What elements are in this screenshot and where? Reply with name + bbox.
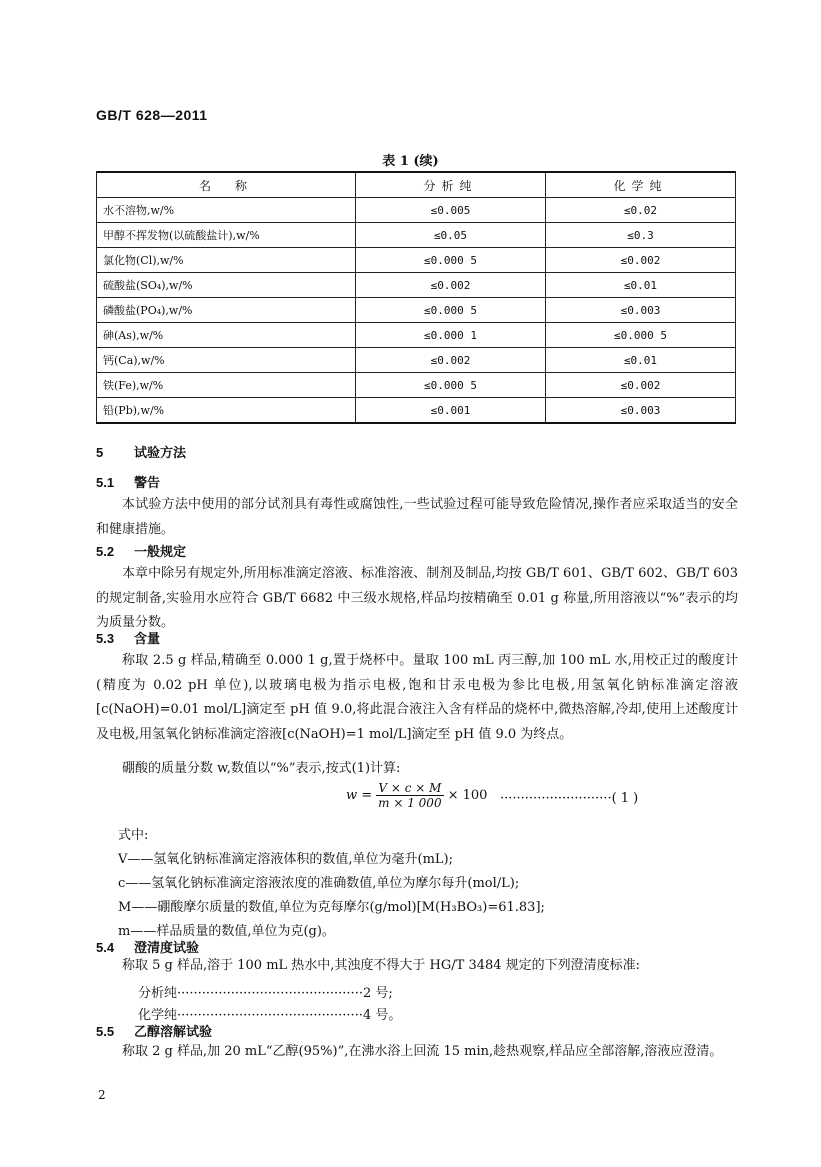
- row-name-cell: 铁(Fe),w/%: [97, 373, 356, 398]
- standard-code: GB/T 628—2011: [96, 107, 208, 123]
- formula-number: ···························( 1 ): [500, 791, 639, 806]
- section-5-4-text: 称取 5 g 样品,溶于 100 mL 热水中,其浊度不得大于 HG/T 3484 规定的下列澄清度标准:: [122, 958, 641, 973]
- row-name-cell: 硫酸盐(SO₄),w/%: [97, 273, 356, 298]
- column-header-cp: 化学纯: [546, 172, 736, 198]
- row-ar-cell: ≤0.000 5: [356, 298, 546, 323]
- var-m: m——样品质量的数值,单位为克(g)。: [118, 924, 335, 939]
- row-ar-cell: ≤0.000 5: [356, 373, 546, 398]
- var-c: c——氢氧化钠标准滴定溶液浓度的准确数值,单位为摩尔每升(mol/L);: [118, 876, 520, 891]
- row-cp-cell: ≤0.003: [546, 398, 736, 424]
- page-number: 2: [98, 1088, 106, 1102]
- var-M: M——硼酸摩尔质量的数值,单位为克每摩尔(g/mol)[M(H₃BO₃)=61.83];: [118, 900, 545, 915]
- column-header-ar: 分析纯: [356, 172, 546, 198]
- row-name-cell: 甲醇不挥发物(以硫酸盐计),w/%: [97, 223, 356, 248]
- section-5-2-text: 本章中除另有规定外,所用标准滴定溶液、标准溶液、制剂及制品,均按 GB/T 601、GB/T 602、GB/T 603 的规定制备,实验用水应符合 GB/T 6682 中三级水规格,样品均按精确至 0.01 g 称量,所用溶液以“%”表示的均为质量分数。: [96, 566, 738, 630]
- table-row: [97, 248, 736, 273]
- section-5-1-text: 本试验方法中使用的部分试剂具有毒性或腐蚀性,一些试验过程可能导致危险情况,操作者应采取适当的安全和健康措施。: [96, 497, 738, 537]
- table-row: [97, 298, 736, 323]
- table-row: [97, 223, 736, 248]
- section-5-4-heading: 5.4 澄清度试验: [96, 940, 200, 956]
- formula-lhs: w =: [346, 788, 373, 803]
- table-header-row: [97, 172, 736, 198]
- row-cp-cell: ≤0.002: [546, 373, 736, 398]
- table-row: [97, 323, 736, 348]
- row-ar-cell: ≤0.002: [356, 273, 546, 298]
- row-name-cell: 铅(Pb),w/%: [97, 398, 356, 424]
- row-name-cell: 水不溶物,w/%: [97, 198, 356, 223]
- row-name-cell: 砷(As),w/%: [97, 323, 356, 348]
- row-cp-cell: ≤0.000 5: [546, 323, 736, 348]
- row-name-cell: 钙(Ca),w/%: [97, 348, 356, 373]
- clarity-item-ar: 分析纯·············································2 号;: [138, 986, 393, 1001]
- formula-tail: × 100: [447, 788, 488, 803]
- where-label: 式中:: [118, 828, 149, 843]
- section-5-5-text: 称取 2 g 样品,加 20 mL“乙醇(95%)”,在沸水浴上回流 15 min,趁热观察,样品应全部溶解,溶液应澄清。: [122, 1044, 723, 1059]
- row-ar-cell: ≤0.000 5: [356, 248, 546, 273]
- table-row: [97, 198, 736, 223]
- section-5-heading: 5 试验方法: [96, 445, 187, 461]
- formula-1: [346, 781, 487, 810]
- table-row: [97, 398, 736, 424]
- row-name-cell: 磷酸盐(PO₄),w/%: [97, 298, 356, 323]
- row-name-cell: 氯化物(Cl),w/%: [97, 248, 356, 273]
- row-cp-cell: ≤0.01: [546, 348, 736, 373]
- row-cp-cell: ≤0.002: [546, 248, 736, 273]
- formula-fraction: [376, 781, 443, 810]
- table-caption: 表 1 (续): [382, 154, 439, 169]
- row-ar-cell: ≤0.000 1: [356, 323, 546, 348]
- section-5-1-heading: 5.1 警告: [96, 475, 161, 491]
- table-row: [97, 373, 736, 398]
- formula-intro: 硼酸的质量分数 w,数值以“%”表示,按式(1)计算:: [122, 761, 401, 776]
- spec-table: [96, 171, 736, 424]
- row-ar-cell: ≤0.001: [356, 398, 546, 424]
- row-cp-cell: ≤0.3: [546, 223, 736, 248]
- row-cp-cell: ≤0.003: [546, 298, 736, 323]
- row-cp-cell: ≤0.01: [546, 273, 736, 298]
- row-ar-cell: ≤0.002: [356, 348, 546, 373]
- table-row: [97, 273, 736, 298]
- table-row: [97, 348, 736, 373]
- row-ar-cell: ≤0.005: [356, 198, 546, 223]
- clarity-item-cp: 化学纯·············································4 号。: [138, 1008, 402, 1023]
- section-5-3-text: 称取 2.5 g 样品,精确至 0.000 1 g,置于烧杯中。量取 100 mL 丙三醇,加 100 mL 水,用校正过的酸度计(精度为 0.02 pH 单位),以玻璃电极为指示电极,饱和甘汞电极为参比电极,用氢氧化钠标准滴定溶液[c(NaOH)=0.01 mol/L]滴定至 pH 值 9.0,将此混合液注入含有样品的烧杯中,微热溶解,冷却,使用上述酸度计及电极,用氢氧化钠标准滴定溶液[c(NaOH)=1 mol/L]滴定至 pH 值 9.0 为终点。: [96, 653, 738, 742]
- section-5-2-heading: 5.2 一般规定: [96, 544, 187, 560]
- section-5-5-heading: 5.5 乙醇溶解试验: [96, 1024, 213, 1040]
- section-5-3-heading: 5.3 含量: [96, 631, 161, 647]
- var-V: V——氢氧化钠标准滴定溶液体积的数值,单位为毫升(mL);: [118, 852, 454, 867]
- row-ar-cell: ≤0.05: [356, 223, 546, 248]
- row-cp-cell: ≤0.02: [546, 198, 736, 223]
- formula-denominator: m × 1 000: [378, 796, 442, 810]
- column-header-name: 名 称: [97, 172, 356, 198]
- formula-numerator: V × c × M: [378, 781, 442, 795]
